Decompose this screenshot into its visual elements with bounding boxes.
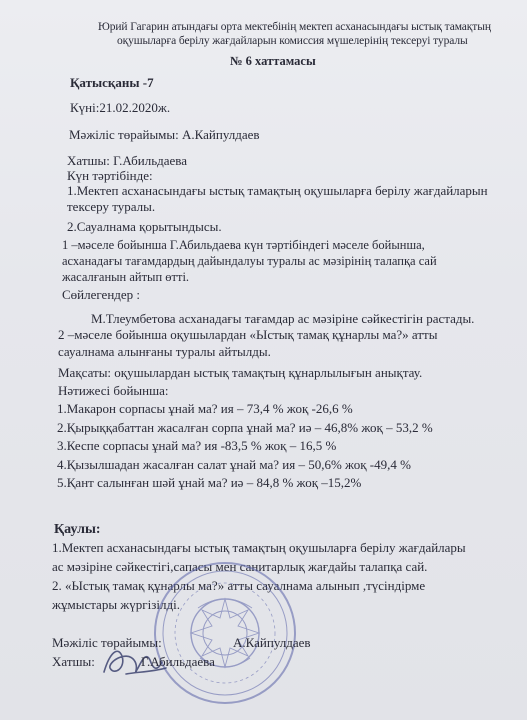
decision-line-1: 1.Мектеп асханасындағы ыстық тамақтың оқушыларға берілу жағдайлары (52, 540, 466, 555)
chair: Мәжіліс төрайымы: А.Кайпулдаев (69, 127, 260, 142)
decision-line-3: 2. «Ыстық тамақ құнарлы ма?» атты сауалнама алынып ,түсіндірме (52, 578, 426, 593)
agenda-item-2: 2.Сауалнама қорытындысы. (67, 219, 222, 234)
result-4: 4.Қызылшадан жасалған салат ұнай ма? ия – 50,6% жоқ -49,4 % (57, 457, 411, 472)
result-2: 2.Қырыққабаттан жасалған сорпа ұнай ма? иә – 46,8% жоқ – 53,2 % (57, 420, 433, 435)
doc-title: № 6 хаттамасы (230, 54, 316, 68)
header-line-2: оқушыларға берілу жағдайларын комиссия мүшелерінің тексеруі туралы (117, 35, 468, 47)
agenda-heading: Күн тәртібінде: (67, 168, 153, 183)
decision-line-2: ас мәзіріне сәйкестігі,сапасы мен санитарлық жағдайы талапқа сай. (52, 559, 428, 574)
para-3-line-1: 2 –мәселе бойынша оқушылардан «Ыстық тамақ құнарлы ма?» атты (58, 327, 438, 342)
para-2: М.Тлеумбетова асханадағы тағамдар ас мәзіріне сәйкестігін растады. (91, 311, 475, 326)
result-3: 3.Кеспе сорпасы ұнай ма? ия -83,5 % жоқ – 16,5 % (57, 438, 337, 453)
result-1: 1.Макарон сорпасы ұнай ма? ия – 73,4 % жоқ -26,6 % (57, 401, 353, 416)
date: Күні:21.02.2020ж. (70, 100, 171, 115)
secretary-signature-label: Хатшы: (52, 654, 95, 669)
secretary-signature-name: Г.Абильдаева (141, 654, 215, 669)
para-1-line-2: асханадағы тағамдардың дайындалуы туралы ас мәзірінің талапқа сай (62, 254, 437, 268)
para-1-line-3: жасалғанын айтып өтті. (62, 270, 190, 284)
agenda-item-1-cont: тексеру туралы. (67, 199, 156, 214)
decision-heading: Қаулы: (54, 522, 101, 537)
para-3-line-2: сауалнама алынғаны туралы айтылды. (58, 344, 271, 359)
speakers: Сөйлегендер : (62, 287, 141, 302)
agenda-item-1: 1.Мектеп асханасындағы ыстық тамақтың оқушыларға берілу жағдайларын (67, 183, 488, 198)
para-1-line-1: 1 –мәселе бойынша Г.Абильдаева күн тәртібіндегі мәселе бойынша, (62, 238, 425, 252)
decision-line-4: жұмыстары жүргізілді. (52, 597, 180, 612)
stamp-seal-icon (150, 558, 300, 708)
secretary: Хатшы: Г.Абильдаева (67, 153, 188, 168)
purpose: Мақсаты: оқушылардан ыстық тамақтың құнарлылығын анықтау. (58, 365, 423, 380)
result-5: 5.Қант салынған шәй ұнай ма? иә – 84,8 % жоқ –15,2% (57, 475, 362, 490)
chair-signature-label: Мәжіліс төрайымы: (52, 635, 162, 650)
results-heading: Нәтижесі бойынша: (58, 383, 169, 398)
attendees: Қатысқаны -7 (70, 75, 154, 90)
header-line-1: Юрий Гагарин атындағы орта мектебінің мектеп асханасындағы ыстық тамақтың (98, 21, 491, 33)
chair-signature-name: А.Кайпулдаев (233, 635, 311, 650)
